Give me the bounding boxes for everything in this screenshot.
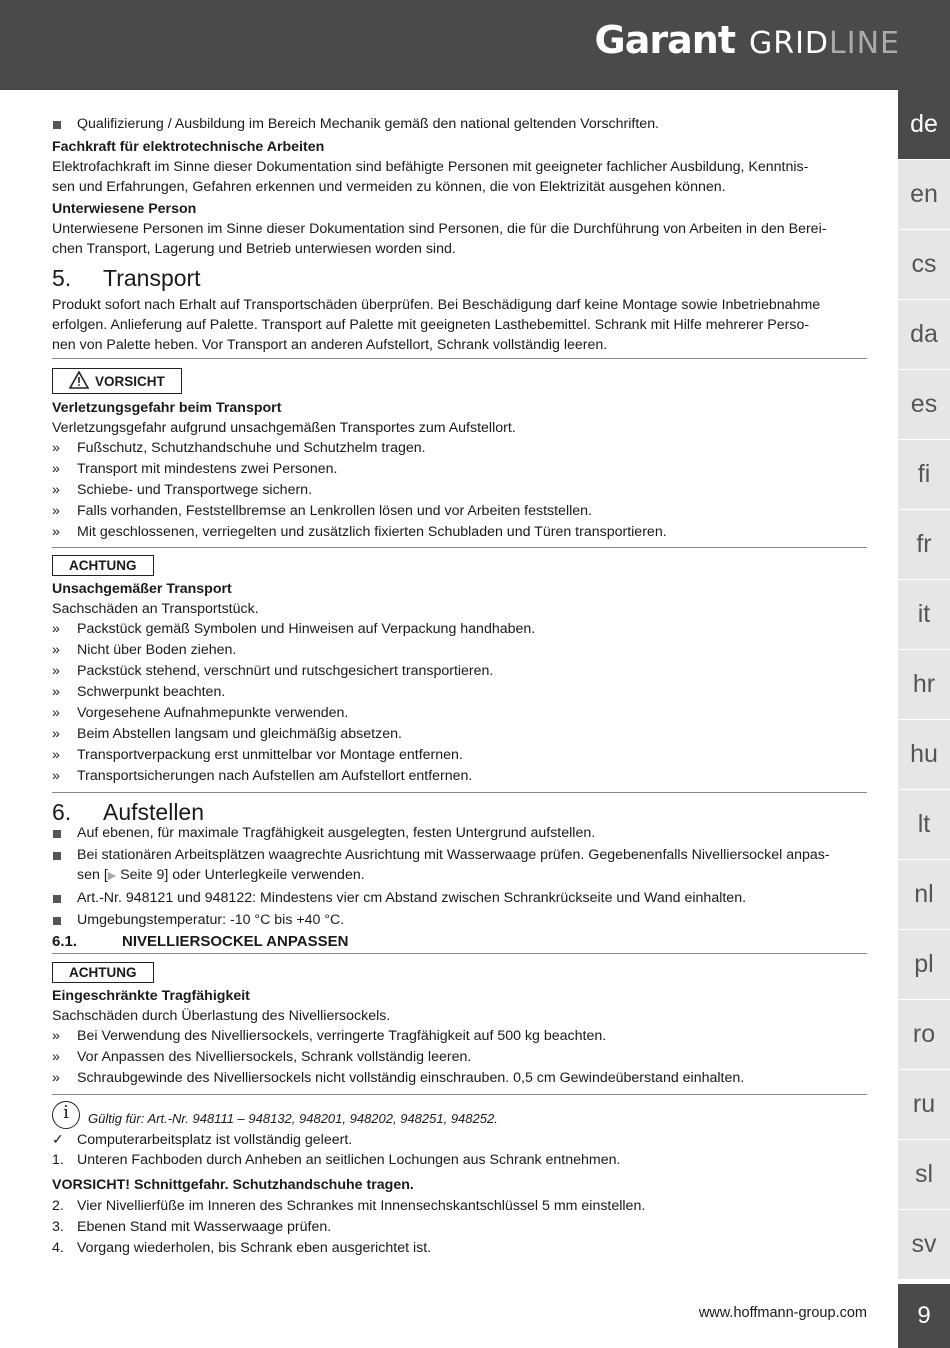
paragraph-line: sen und Erfahrungen, Gefahren erkennen und vermeiden zu können, die von Elektrizität ausgehen können. (52, 179, 726, 195)
list-item: Umgebungstemperatur: -10 °C bis +40 °C. (52, 910, 867, 930)
paragraph-line: erfolgen. Anlieferung auf Palette. Transport auf Palette mit geeigneten Lasthebemittel. Schrank mit Hilfe mehrerer Perso- (52, 317, 810, 333)
checkmark-icon: ✓ (52, 1132, 64, 1148)
info-note: i Gültig für: Art.-Nr. 948111 – 948132, 948201, 948202, 948251, 948252. (52, 1101, 867, 1129)
step-item: 1. Unteren Fachboden durch Anheben an seitlichen Lochungen aus Schrank entnehmen. (52, 1152, 621, 1168)
list-item: » Packstück gemäß Symbolen und Hinweisen auf Verpackung handhaben. (52, 621, 536, 637)
divider (52, 953, 867, 954)
paragraph-line: Elektrofachkraft im Sinne dieser Dokumentation sind befähigte Personen mit geeigneter fachlicher Ausbildung, Kenntnis- (52, 159, 809, 175)
page-number: 9 (898, 1284, 950, 1348)
warning-triangle-icon (69, 371, 89, 389)
list-item: » Transportverpackung erst unmittelbar vor Montage entfernen. (52, 747, 463, 763)
notice-text: Sachschäden durch Überlastung des Nivelliersockels. (52, 1008, 391, 1024)
cut-hazard-warning: VORSICHT! Schnittgefahr. Schutzhandschuhe tragen. (52, 1177, 414, 1193)
list-item: » Transportsicherungen nach Aufstellen am Aufstellort entfernen. (52, 768, 473, 784)
lang-tab-ro[interactable]: ro (898, 1000, 950, 1069)
list-item: » Bei Verwendung des Nivelliersockels, verringerte Tragfähigkeit auf 500 kg beachten. (52, 1028, 607, 1044)
list-item: » Mit geschlossenen, verriegelten und zusätzlich fixierten Schubladen und Türen transportieren. (52, 524, 667, 540)
list-item: Auf ebenen, für maximale Tragfähigkeit ausgelegten, festen Untergrund aufstellen. (52, 823, 867, 843)
lang-tab-fi[interactable]: fi (898, 440, 950, 509)
divider (52, 1094, 867, 1095)
square-bullet-icon (53, 895, 61, 903)
list-item: » Vor Anpassen des Nivelliersockels, Schrank vollständig leeren. (52, 1049, 472, 1065)
lang-tab-hr[interactable]: hr (898, 650, 950, 719)
list-item: » Schwerpunkt beachten. (52, 684, 226, 700)
list-item: » Beim Abstellen langsam und gleichmäßig absetzen. (52, 726, 402, 742)
list-item: » Packstück stehend, verschnürt und rutschgesichert transportieren. (52, 663, 494, 679)
lang-tab-sv[interactable]: sv (898, 1210, 950, 1279)
lang-tab-lt[interactable]: lt (898, 790, 950, 859)
list-item: » Fußschutz, Schutzhandschuhe und Schutzhelm tragen. (52, 440, 426, 456)
step-item: 2. Vier Nivellierfüße im Inneren des Schrankes mit Innensechskantschlüssel 5 mm einstellen. (52, 1198, 646, 1214)
lang-tab-pl[interactable]: pl (898, 930, 950, 999)
list-item: » Falls vorhanden, Feststellbremse an Lenkrollen lösen und vor Arbeiten feststellen. (52, 503, 592, 519)
lang-tab-ru[interactable]: ru (898, 1070, 950, 1139)
instructed-person-title: Unterwiesene Person (52, 201, 197, 217)
info-icon: i (52, 1101, 80, 1129)
subsection-heading: 6.1. NIVELLIERSOCKEL ANPASSEN (52, 933, 349, 950)
paragraph-line: Produkt sofort nach Erhalt auf Transportschäden überprüfen. Bei Beschädigung darf keine Montage sowie Inbetriebnahme (52, 297, 821, 313)
lang-tab-es[interactable]: es (898, 370, 950, 439)
list-item: » Schraubgewinde des Nivelliersockels nicht vollständig einschrauben. 0,5 cm Gewindeüberstand einhalten. (52, 1070, 745, 1086)
page-header (0, 0, 950, 90)
notice-badge: ACHTUNG (52, 962, 154, 983)
precondition-item: ✓ Computerarbeitsplatz ist vollständig geleert. (52, 1132, 353, 1148)
document-body (52, 114, 867, 1258)
lang-tab-it[interactable]: it (898, 580, 950, 649)
square-bullet-icon (53, 121, 61, 129)
product-name-part-2: LINE (829, 26, 900, 61)
lang-tab-cs[interactable]: cs (898, 230, 950, 299)
caution-text: Verletzungsgefahr aufgrund unsachgemäßen Transportes zum Aufstellort. (52, 420, 516, 436)
brand-logo (594, 18, 900, 62)
list-item: » Vorgesehene Aufnahmepunkte verwenden. (52, 705, 349, 721)
list-item: » Schiebe- und Transportwege sichern. (52, 482, 313, 498)
footer-url[interactable]: www.hoffmann-group.com (698, 1305, 867, 1321)
notice-title: Unsachgemäßer Transport (52, 581, 232, 597)
lang-tab-da[interactable]: da (898, 300, 950, 369)
lang-tab-sl[interactable]: sl (898, 1140, 950, 1209)
caution-title: Verletzungsgefahr beim Transport (52, 400, 282, 416)
lang-tab-hu[interactable]: hu (898, 720, 950, 789)
square-bullet-icon (53, 852, 61, 860)
list-item: Bei stationären Arbeitsplätzen waagrechte Ausrichtung mit Wasserwaage prüfen. Gegebenenfalls Nivelliersockel anpas- sen [▶ Seite 9] oder Unterlegkeile verwenden. (52, 845, 867, 886)
list-item: » Transport mit mindestens zwei Personen. (52, 461, 338, 477)
lang-tab-en[interactable]: en (898, 160, 950, 229)
list-item: » Nicht über Boden ziehen. (52, 642, 237, 658)
lang-tab-de[interactable]: de (898, 90, 950, 159)
square-bullet-icon (53, 830, 61, 838)
notice-text: Sachschäden an Transportstück. (52, 601, 259, 617)
divider (52, 792, 867, 793)
section-heading-setup: 6. Aufstellen (52, 799, 205, 825)
elec-worker-title: Fachkraft für elektrotechnische Arbeiten (52, 139, 325, 155)
paragraph-line: nen von Palette heben. Vor Transport an anderen Aufstellort, Schrank vollständig leeren. (52, 337, 608, 353)
notice-title: Eingeschränkte Tragfähigkeit (52, 988, 250, 1004)
language-tabs (898, 90, 950, 1280)
notice-badge: ACHTUNG (52, 555, 154, 576)
play-arrow-icon: ▶ (107, 870, 117, 882)
step-item: 3. Ebenen Stand mit Wasserwaage prüfen. (52, 1219, 332, 1235)
caution-badge: VORSICHT (52, 368, 182, 394)
brand-name: Garant (594, 18, 735, 62)
step-item: 4. Vorgang wiederholen, bis Schrank eben ausgerichtet ist. (52, 1240, 432, 1256)
product-name-part-1: GRID (748, 26, 830, 61)
paragraph-line: Unterwiesene Personen im Sinne dieser Dokumentation sind Personen, die für die Durchführung von Arbeiten in den Berei- (52, 221, 827, 237)
list-item: Art.-Nr. 948121 und 948122: Mindestens vier cm Abstand zwischen Schrankrückseite und Wand einhalten. (52, 888, 867, 908)
lang-tab-fr[interactable]: fr (898, 510, 950, 579)
lang-tab-nl[interactable]: nl (898, 860, 950, 929)
square-bullet-icon (53, 917, 61, 925)
page-reference-link[interactable]: ▶ Seite 9 (107, 867, 165, 883)
paragraph-line: chen Transport, Lagerung und Betrieb unterwiesen worden sind. (52, 241, 456, 257)
list-item: Qualifizierung / Ausbildung im Bereich Mechanik gemäß den national geltenden Vorschriften. (52, 114, 867, 134)
section-heading-transport: 5. Transport (52, 265, 201, 291)
